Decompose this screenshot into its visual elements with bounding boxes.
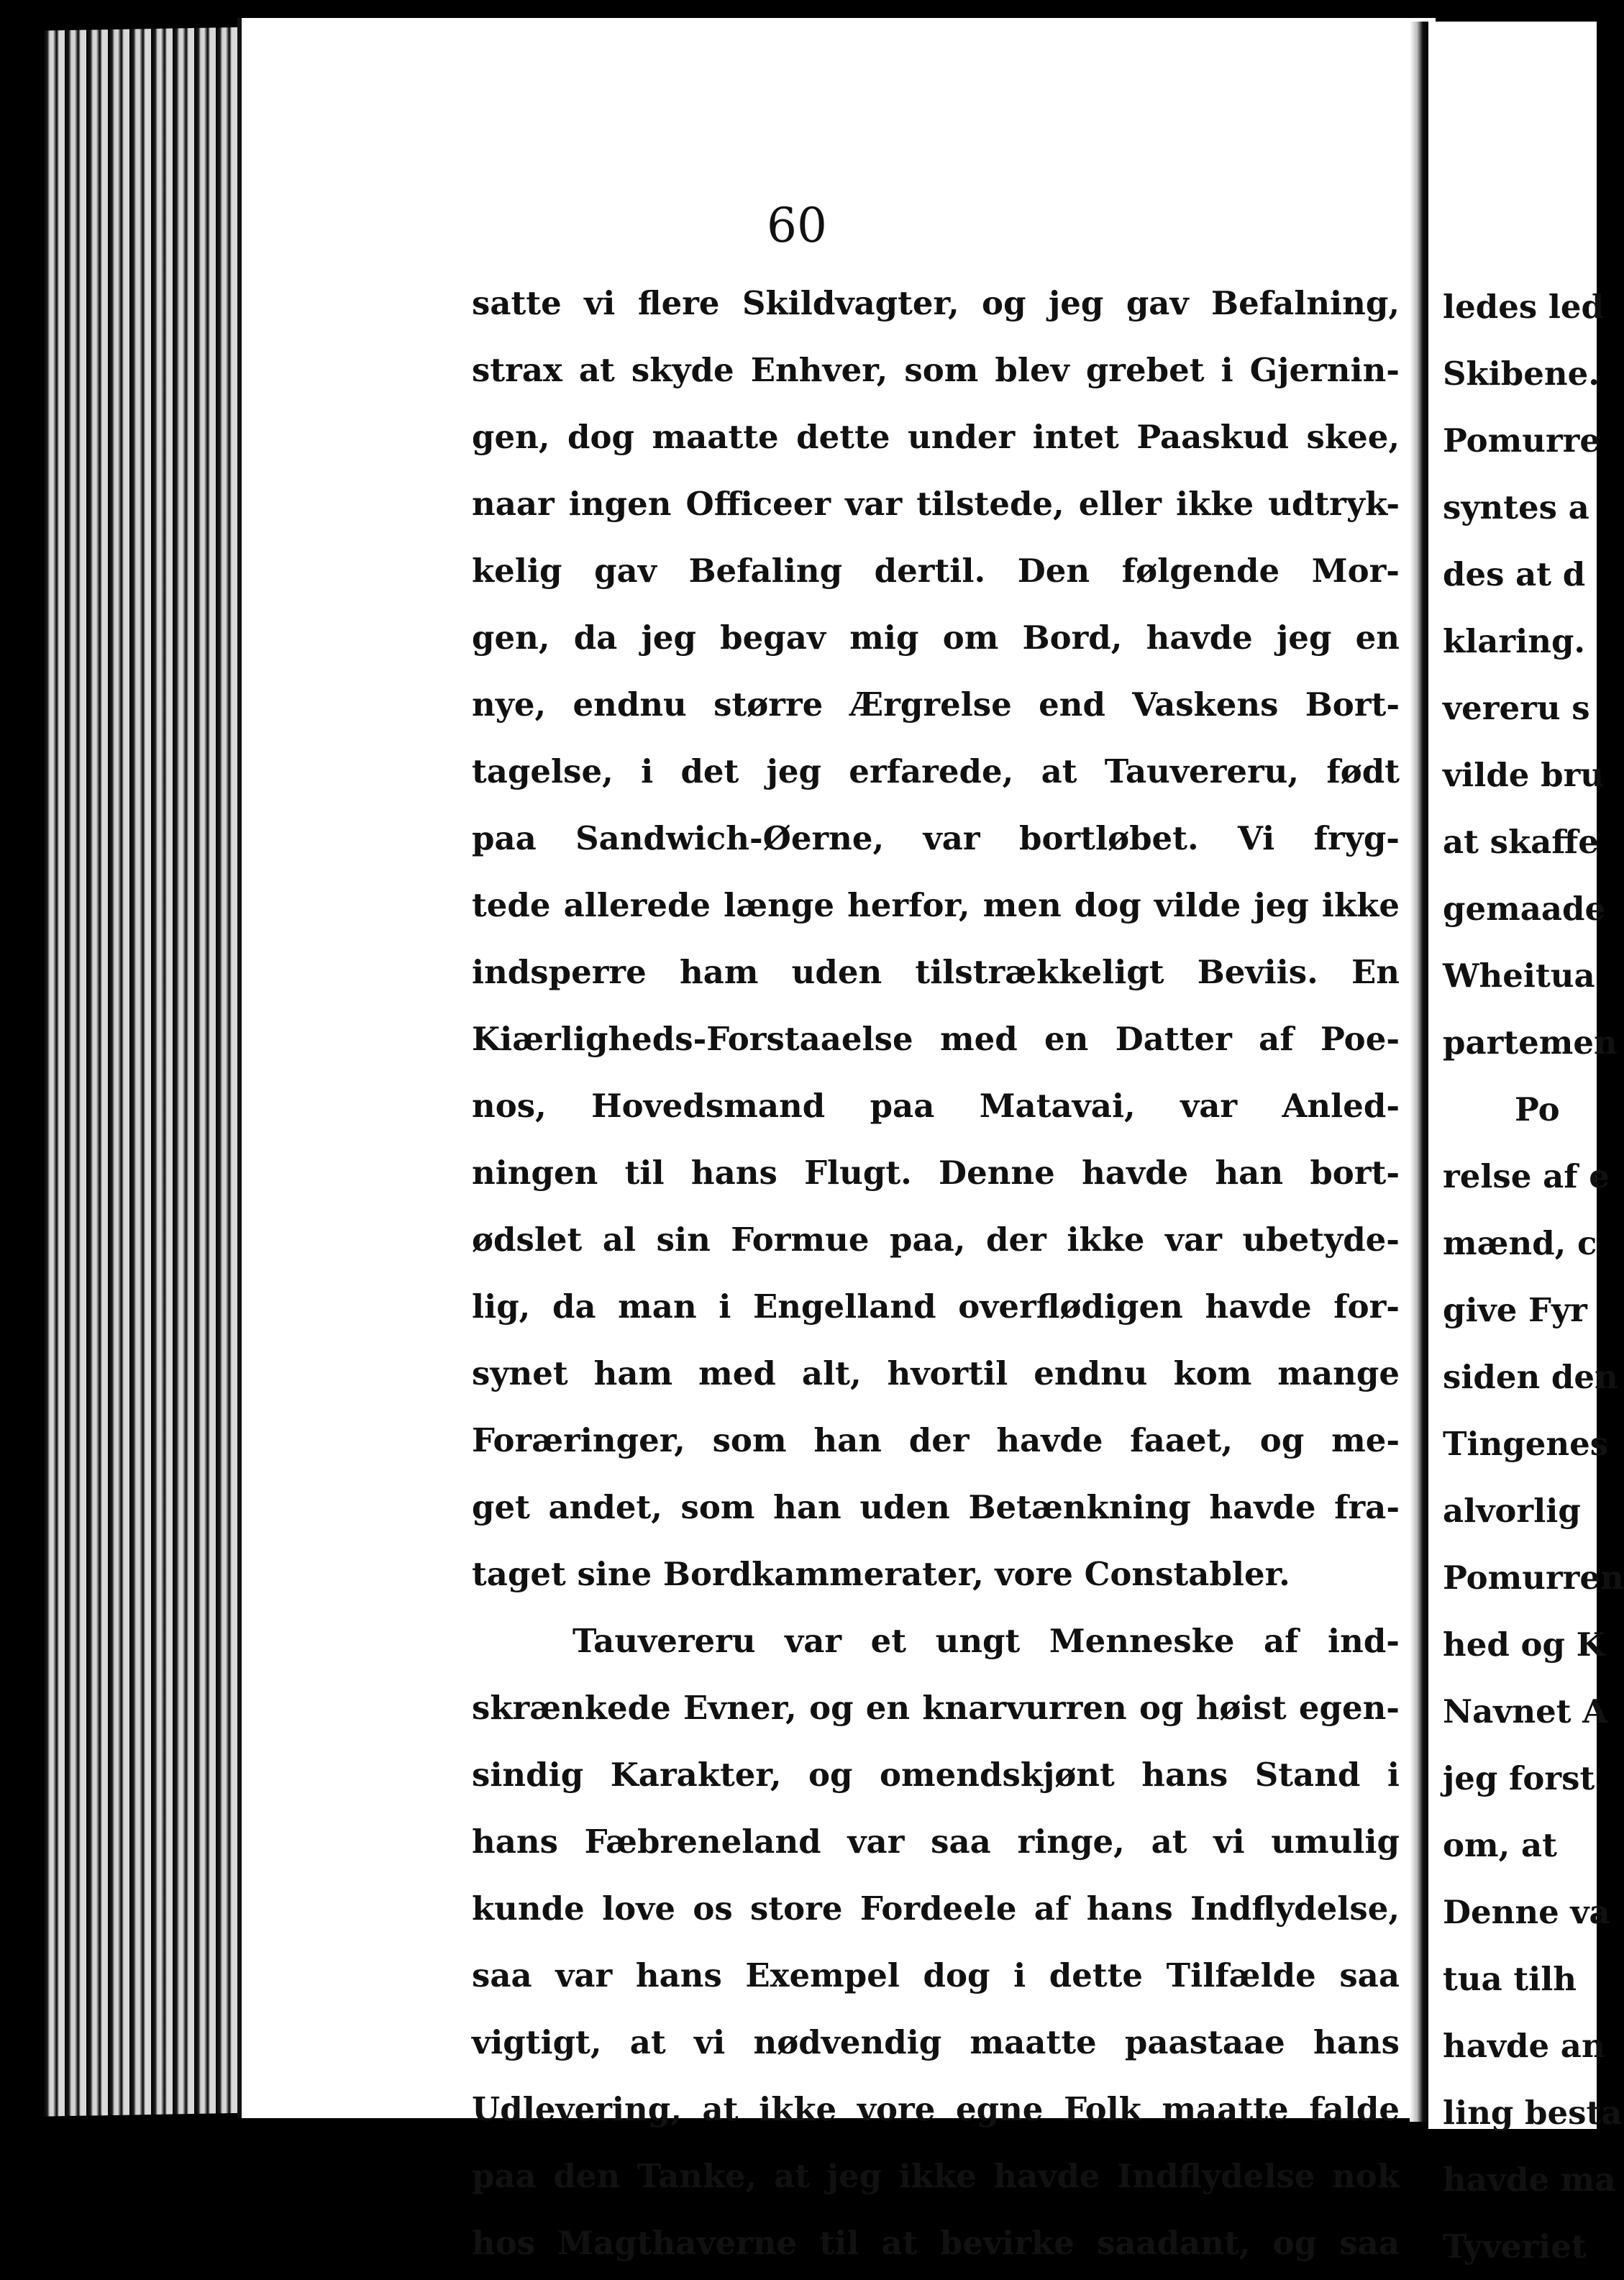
text-line: give Fyr (1443, 1291, 1587, 1329)
text-line: vilde bru (1443, 756, 1604, 794)
text-line: gen, da jeg begav mig om Bord, havde jeg en (472, 619, 1400, 657)
text-line: mænd, c (1443, 1224, 1597, 1262)
text-line: Kiærligheds-Forstaaelse med en Datter af Poe- (472, 1020, 1400, 1058)
text-line: paa Sandwich-Øerne, var bortløbet. Vi fryg- (472, 819, 1400, 857)
text-line: tagelse, i det jeg erfarede, at Tauvereru, født (472, 752, 1400, 790)
text-line: alvorlig (1443, 1492, 1581, 1530)
book-spine (1410, 22, 1428, 2122)
text-line: Foræringer, som han der havde faaet, og me- (472, 1421, 1400, 1459)
text-line: vereru s (1443, 689, 1590, 727)
right-page-text (1443, 273, 1624, 2280)
text-line: ødslet al sin Formue paa, der ikke var ubetyde- (472, 1221, 1400, 1259)
body-text (472, 270, 1400, 2276)
page-number: 60 (767, 198, 827, 253)
text-line: lig, da man i Engelland overflødigen havde for- (472, 1287, 1400, 1326)
text-line: Denne va (1443, 1893, 1610, 1931)
text-line: klaring. (1443, 622, 1586, 660)
text-line: Tauvereru var et ungt Menneske af ind- (572, 1622, 1400, 1660)
text-line: taget sine Bordkammerater, vore Constabler. (472, 1555, 1290, 1593)
text-line: Navnet A (1443, 1692, 1608, 1730)
text-line: gemaade (1443, 890, 1606, 928)
text-line: vigtigt, at vi nødvendig maatte paastaae hans (472, 2023, 1400, 2061)
right-page (1428, 22, 1624, 2266)
text-line: nye, endnu større Ærgrelse end Vaskens Bort- (472, 685, 1400, 724)
text-line: ling besta (1443, 2094, 1623, 2132)
text-line: havde an (1443, 2027, 1605, 2065)
text-line: ledes led (1443, 288, 1605, 326)
text-line: tede allerede længe herfor, men dog vilde jeg ikke (472, 886, 1400, 924)
text-line: Skibene. (1443, 355, 1600, 393)
text-line: skrænkede Evner, og en knarvurren og høist egen- (472, 1689, 1400, 1727)
text-line: des at d (1443, 555, 1586, 593)
text-line: om, at (1443, 1826, 1557, 1864)
text-line: synet ham med alt, hvortil endnu kom mange (472, 1354, 1400, 1392)
text-line: at skaffe (1443, 823, 1599, 861)
text-line: Udlevering, at ikke vore egne Folk maatte falde (472, 2090, 1400, 2128)
text-line: Wheitua (1443, 957, 1595, 995)
text-line: Po (1515, 1090, 1560, 1128)
text-line: jeg forst (1443, 1759, 1595, 1797)
text-line: siden den (1443, 1358, 1618, 1396)
text-line: kunde love os store Fordeele af hans Indflydelse, (472, 1889, 1400, 1928)
text-line: get andet, som han uden Betænkning havde fra- (472, 1488, 1400, 1526)
left-page (237, 18, 1436, 2262)
text-line: saa var hans Exempel dog i dette Tilfælde saa (472, 1956, 1400, 1994)
text-line: hos Magthaverne til at bevirke saadant, og saa (472, 2224, 1400, 2262)
text-line: Tingenes (1443, 1425, 1609, 1463)
text-line: syntes a (1443, 488, 1589, 526)
text-line: naar ingen Officeer var tilstede, eller ikke udtryk- (472, 485, 1400, 523)
text-line: partemen (1443, 1023, 1618, 1062)
text-line: nos, Hovedsmand paa Matavai, var Anled- (472, 1087, 1400, 1125)
text-line: havde ma (1443, 2161, 1616, 2199)
text-line: gen, dog maatte dette under intet Paaskud skee, (472, 418, 1400, 456)
text-line: paa den Tanke, at jeg ikke havde Indflydelse nok (472, 2157, 1400, 2195)
text-line: tua tilh (1443, 1960, 1577, 1998)
text-line: indsperre ham uden tilstrækkeligt Beviis. En (472, 953, 1400, 991)
text-line: strax at skyde Enhver, som blev grebet i Gjernin- (472, 351, 1400, 389)
text-line: Pomurre (1443, 421, 1601, 460)
text-line: hed og K (1443, 1625, 1605, 1664)
text-line: Pomurren (1443, 1559, 1624, 1597)
text-line: sindig Karakter, og omendskjønt hans Stand i (472, 1756, 1400, 1794)
text-line: ningen til hans Flugt. Denne havde han bort- (472, 1154, 1400, 1192)
text-line: kelig gav Befaling dertil. Den følgende Mor- (472, 552, 1400, 590)
text-line: Tyveriet (1443, 2227, 1587, 2266)
text-line: relse af e (1443, 1157, 1610, 1195)
text-line: hans Fæbreneland var saa ringe, at vi umulig (472, 1823, 1400, 1861)
page-edges (43, 27, 259, 2116)
text-line: satte vi flere Skildvagter, og jeg gav Befalning, (472, 284, 1400, 322)
